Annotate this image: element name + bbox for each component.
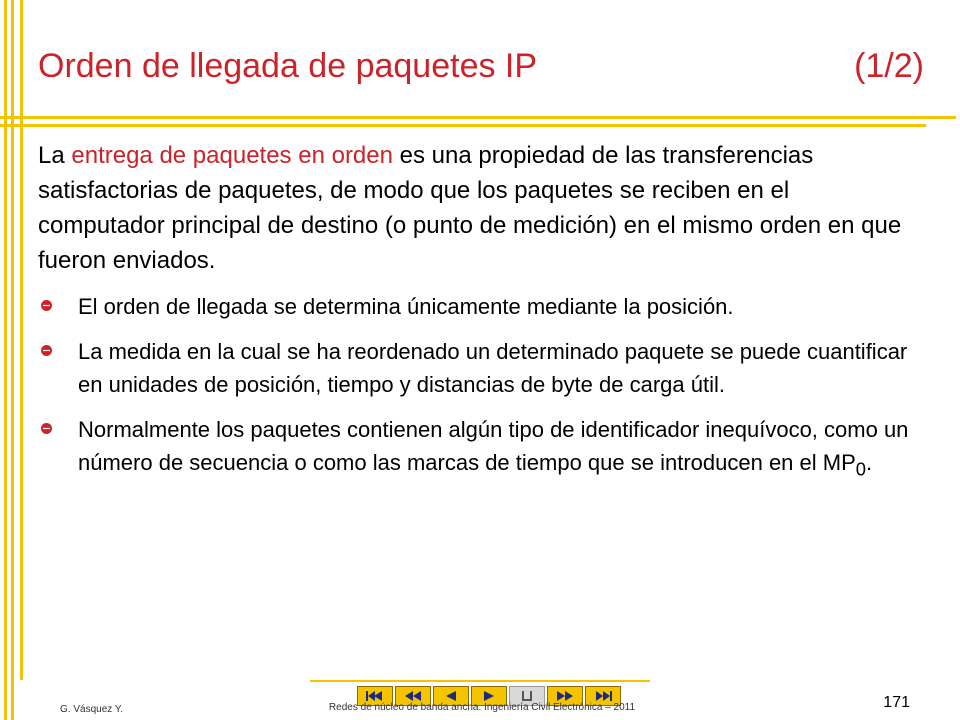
- footer-author: G. Vásquez Y.: [60, 704, 124, 715]
- bullet-text: Normalmente los paquetes contienen algún tipo de identificador inequívoco, como un número de secuencia o como las marcas de tiempo que se introducen en el MP: [78, 417, 909, 475]
- footer-divider: [310, 680, 650, 682]
- bullet-subscript: 0: [855, 458, 866, 480]
- frame-vertical-line-3: [20, 0, 23, 680]
- frame-vertical-line-2: [11, 0, 14, 720]
- bullet-icon: [40, 299, 53, 312]
- next-icon: [477, 689, 501, 703]
- bullet-text: La medida en la cual se ha reordenado un determinado paquete se puede cuantificar en unidades de posición, tiempo y distancias de byte de carga útil.: [78, 339, 908, 397]
- intro-suffix: es una propiedad de las transferencias satisfactorias de paquetes, de modo que los paquetes se reciben en el computador principal de destino (o punto de medición) en el mismo orden en que fueron enviados.: [38, 142, 902, 274]
- bullet-text: El orden de llegada se determina únicamente mediante la posición.: [78, 294, 734, 319]
- slide-title: [38, 40, 924, 92]
- intro-paragraph: [38, 138, 918, 278]
- intro-highlight: entrega de paquetes en orden: [71, 142, 393, 169]
- return-icon: [515, 689, 539, 703]
- slide-title-part: (1/2): [854, 47, 924, 85]
- frame-horizontal-line-1: [0, 116, 956, 119]
- bullet-list: [38, 290, 918, 497]
- bullet-item: [38, 413, 918, 485]
- bullet-text-after: .: [865, 450, 873, 475]
- bullet-item: [38, 335, 918, 401]
- rewind-icon: [401, 689, 425, 703]
- slide-title-text: Orden de llegada de paquetes IP: [38, 47, 538, 85]
- first-slide-icon: [363, 689, 387, 703]
- footer-course: Redes de núcleo de banda ancha. Ingeniería Civil Electrónica – 2011: [328, 702, 636, 713]
- bullet-icon: [40, 422, 53, 435]
- page-number: 171: [883, 694, 910, 711]
- frame-vertical-line-1: [4, 0, 7, 720]
- last-slide-icon: [591, 689, 615, 703]
- fast-forward-icon: [553, 689, 577, 703]
- frame-horizontal-line-2: [0, 124, 926, 127]
- bullet-icon: [40, 344, 53, 357]
- previous-icon: [439, 689, 463, 703]
- intro-prefix: La: [38, 142, 72, 169]
- bullet-item: [38, 290, 918, 323]
